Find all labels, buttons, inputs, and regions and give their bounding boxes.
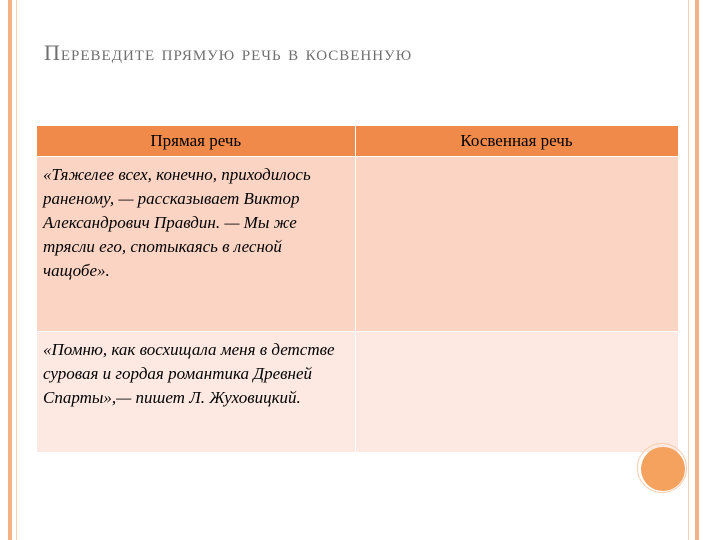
speech-table — [37, 126, 679, 452]
header-indirect-speech: Косвенная речь — [355, 126, 678, 157]
table-row — [37, 157, 678, 332]
table-header-row — [37, 126, 678, 157]
indirect-speech-cell[interactable] — [355, 157, 678, 332]
indirect-speech-cell[interactable] — [355, 332, 678, 453]
table-row — [37, 332, 678, 453]
direct-speech-cell: «Помню, как восхищала меня в детстве суровая и гордая романтика Древней Спарты»,— пишет Л. Жуховицкий. — [37, 332, 355, 453]
direct-speech-cell: «Тяжелее всех, конечно, приходилось раненому, — рассказывает Виктор Александрович Правдин. — Мы же трясли его, спотыкаясь в лесной чащобе». — [37, 157, 355, 332]
slide-title: Переведите прямую речь в косвенную — [44, 40, 413, 65]
decorative-circle — [641, 447, 685, 491]
header-direct-speech: Прямая речь — [37, 126, 355, 157]
